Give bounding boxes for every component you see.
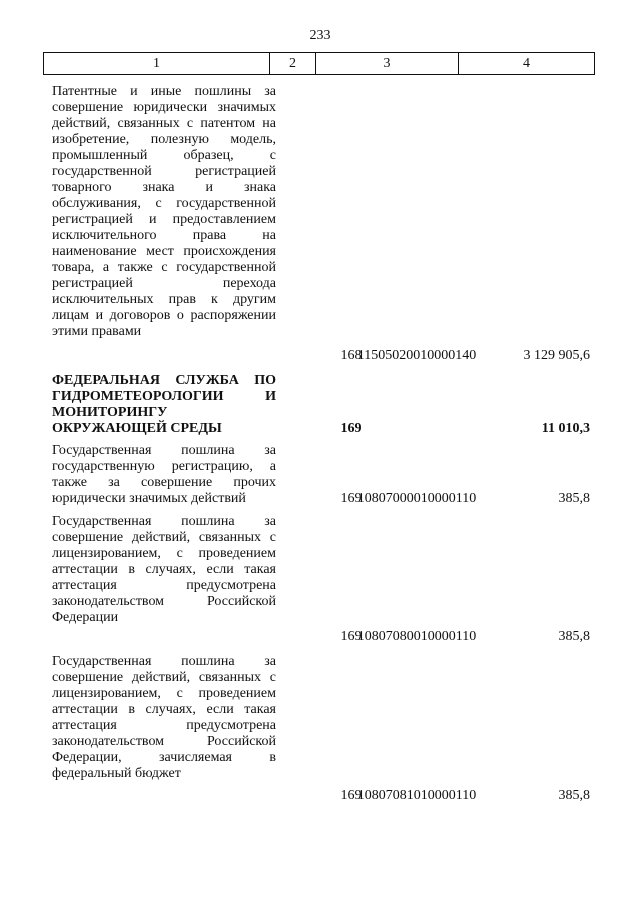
row-amount: 11 010,3 [541,421,590,436]
table-row [52,373,592,437]
row-code: 169 [340,421,362,436]
row-code: 169 [340,629,362,644]
page-number: 233 [309,28,331,43]
table-row [52,514,592,644]
row-amount: 385,8 [558,788,590,803]
table-row [52,443,592,507]
row-amount: 385,8 [558,629,590,644]
column-header-3: 3 [316,53,459,75]
row-kbk: 10807080010000110 [357,629,477,644]
column-header-1: 1 [44,53,270,75]
table-row [52,654,592,804]
row-code: 169 [340,788,362,803]
row-code: 169 [340,491,362,506]
row-description: Патентные и иные пошлины за совершение юридически значимых действий, связанных с патентом на изобретение, полезную модель, промышленный образец, с государственной регистрацией товарного знака и знака обслуживания, с государственной регистрацией и предоставлением исключительного права на наименование мест происхождения товара, а также с государственной регистрацией перехода исключительных прав к другим лицам и договоров о распоряжении этими правами [52,84,276,339]
row-amount: 3 129 905,6 [523,348,590,363]
row-description: ФЕДЕРАЛЬНАЯ СЛУЖБА ПО ГИДРОМЕТЕОРОЛОГИИ И МОНИТОРИНГУ ОКРУЖАЮЩЕЙ СРЕДЫ [52,373,276,436]
row-description: Государственная пошлина за совершение действий, связанных с лицензированием, с проведением аттестации в случаях, если такая аттестация предусмотрена законодательством Российской Федерации, зачисляемая в федеральный бюджет [52,654,276,781]
table-row [52,84,592,364]
row-kbk: 11505020010000140 [357,348,477,363]
column-header-table [43,52,595,75]
column-header-2: 2 [270,53,316,75]
row-amount: 385,8 [558,491,590,506]
row-code: 168 [340,348,362,363]
row-description: Государственная пошлина за государственную регистрацию, а также за совершение прочих юридически значимых действий [52,443,276,506]
column-header-4: 4 [459,53,595,75]
row-description: Государственная пошлина за совершение действий, связанных с лицензированием, с проведением аттестации в случаях, если такая аттестация предусмотрена законодательством Российской Федерации [52,514,276,625]
row-kbk: 10807000010000110 [357,491,477,506]
row-kbk: 10807081010000110 [357,788,477,803]
